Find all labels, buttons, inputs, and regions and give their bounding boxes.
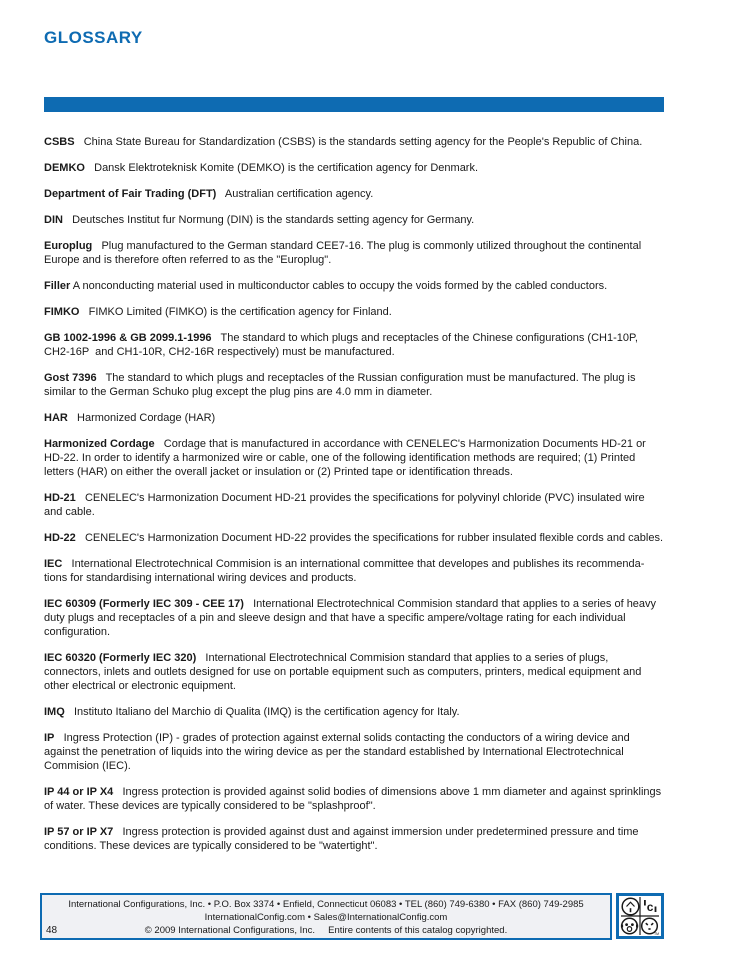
glossary-entry — [44, 651, 666, 693]
footer-contact-box — [40, 893, 612, 940]
glossary-entry — [44, 785, 666, 813]
glossary-term: Harmonized Cordage — [44, 438, 155, 450]
glossary-entry — [44, 161, 666, 175]
glossary-definition: The standard to which plugs and receptacles of the Russian configuration must be manufactured. The plug is similar to the German Schuko plug except the plug pins are 4.0 mm in diameter. — [44, 372, 639, 398]
glossary-term: IEC — [44, 558, 63, 570]
glossary-entry — [44, 305, 666, 319]
glossary-entry — [44, 491, 666, 519]
glossary-definition: CENELEC's Harmonization Document HD-22 provides the specifications for rubber insulated flexible cords and cables. — [75, 532, 664, 544]
glossary-definition: Harmonized Cordage (HAR) — [67, 412, 216, 424]
page-title: GLOSSARY — [44, 28, 143, 47]
glossary-definition: China State Bureau for Standardization (CSBS) is the standards setting agency for the People's Republic of China. — [74, 136, 643, 148]
glossary-entry — [44, 187, 666, 201]
glossary-definition: CENELEC's Harmonization Document HD-21 provides the specifications for polyvinyl chloride (PVC) insulated wire and cable. — [44, 492, 648, 518]
glossary-entry — [44, 557, 666, 585]
glossary-entry — [44, 213, 666, 227]
glossary-term: DIN — [44, 214, 63, 226]
glossary-definition: International Electrotechnical Commision standard that applies to a series of plugs, connectors, inlets and outlets designed for use on portable equipment such as computers, printers, medical equipment and other electrical or electronic equipment. — [44, 652, 645, 692]
glossary-entry — [44, 411, 666, 425]
glossary-definition: Ingress Protection (IP) - grades of protection against external solids contacting the conductors of a wiring device and against the penetration of liquids into the wiring device as per the standard established by International Electrotechnical Commision (IEC). — [44, 732, 633, 772]
glossary-term: Department of Fair Trading (DFT) — [44, 188, 217, 200]
glossary-definition: FIMKO Limited (FIMKO) is the certification agency for Finland. — [79, 306, 392, 318]
glossary-definition: Dansk Elektroteknisk Komite (DEMKO) is the certification agency for Denmark. — [84, 162, 479, 174]
glossary-term: HD-22 — [44, 532, 76, 544]
svg-text:c: c — [646, 900, 654, 914]
glossary-entry — [44, 597, 666, 639]
glossary-term: GB 1002-1996 & GB 2099.1-1996 — [44, 332, 212, 344]
glossary-term: IEC 60309 (Formerly IEC 309 - CEE 17) — [44, 598, 244, 610]
glossary-term: HD-21 — [44, 492, 76, 504]
glossary-term: IEC 60320 (Formerly IEC 320) — [44, 652, 197, 664]
glossary-definition: Cordage that is manufactured in accordance with CENELEC's Harmonization Documents HD-21 or HD-22. In order to identify a harmonized wire or cable, one of the following identification methods are required; (1) Printed letters (HAR) on either the overall jacket or insulation or (2) Printed tape or identification threads. — [44, 438, 649, 478]
glossary-term: IP 44 or IP X4 — [44, 786, 114, 798]
glossary-definition: Instituto Italiano del Marchio di Qualita (IMQ) is the certification agency for Italy. — [64, 706, 460, 718]
glossary-entry — [44, 731, 666, 773]
glossary-entry — [44, 825, 666, 853]
glossary-entry — [44, 705, 666, 719]
glossary-term: IMQ — [44, 706, 65, 718]
footer-copyright-line: © 2009 International Configurations, Inc. Entire contents of this catalog copyrighted. — [144, 925, 508, 936]
glossary-term: Gost 7396 — [44, 372, 97, 384]
glossary-definition: International Electrotechnical Commision standard that applies to a series of heavy duty plugs and receptacles of a pin and sleeve design and that have a specific ampere/voltage rating for each individual configuration. — [44, 598, 660, 638]
glossary-list — [44, 135, 666, 865]
glossary-term: IP 57 or IP X7 — [44, 826, 114, 838]
glossary-entry — [44, 531, 666, 545]
glossary-term: Europlug — [44, 240, 93, 252]
glossary-entry — [44, 331, 666, 359]
glossary-definition: Ingress protection is provided against dust and against immersion under predetermined pressure and time conditions. These devices are typically considered to be "watertight". — [44, 826, 642, 852]
glossary-entry — [44, 279, 666, 293]
glossary-entry — [44, 135, 666, 149]
glossary-entry — [44, 437, 666, 479]
glossary-entry — [44, 371, 666, 399]
section-divider-bar — [44, 97, 664, 112]
glossary-term: HAR — [44, 412, 68, 424]
glossary-entry — [44, 239, 666, 267]
glossary-term: DEMKO — [44, 162, 85, 174]
glossary-definition: International Electrotechnical Commision is an international committee that developes and publishes its recommenda-tions for standardising international wiring devices and products. — [44, 558, 645, 584]
glossary-definition: Deutsches Institut fur Normung (DIN) is the standards setting agency for Germany. — [62, 214, 475, 226]
glossary-definition: Australian certification agency. — [216, 188, 374, 200]
company-logo — [616, 893, 664, 939]
company-logo-icon — [619, 896, 661, 936]
glossary-definition: Ingress protection is provided against solid bodies of dimensions above 1 mm diameter and against sprinklings of water. These devices are typically considered to be "splashproof". — [44, 786, 665, 812]
glossary-definition: Plug manufactured to the German standard CEE7-16. The plug is commonly utilized throughout the continental Europe and is therefore often referred to as the "Europlug". — [44, 240, 645, 266]
glossary-term: CSBS — [44, 136, 75, 148]
page-number: 48 — [46, 925, 58, 936]
glossary-definition: A nonconducting material used in multiconductor cables to occupy the voids formed by the cabled conductors. — [70, 280, 608, 292]
footer-web-email-line: InternationalConfig.com • Sales@InternationalConfig.com — [204, 912, 448, 923]
svg-text:TM: TM — [654, 932, 660, 936]
glossary-definition: The standard to which plugs and receptacles of the Chinese configurations (CH1-10P, CH2-16P and CH1-10R, CH2-16R respectively) must be manufactured. — [44, 332, 642, 358]
footer-address-line: International Configurations, Inc. • P.O. Box 3374 • Enfield, Connecticut 06083 • TEL (860) 749-6380 • FAX (860) 749-2985 — [68, 899, 584, 910]
glossary-term: Filler — [44, 280, 71, 292]
glossary-term: FIMKO — [44, 306, 80, 318]
glossary-term: IP — [44, 732, 55, 744]
